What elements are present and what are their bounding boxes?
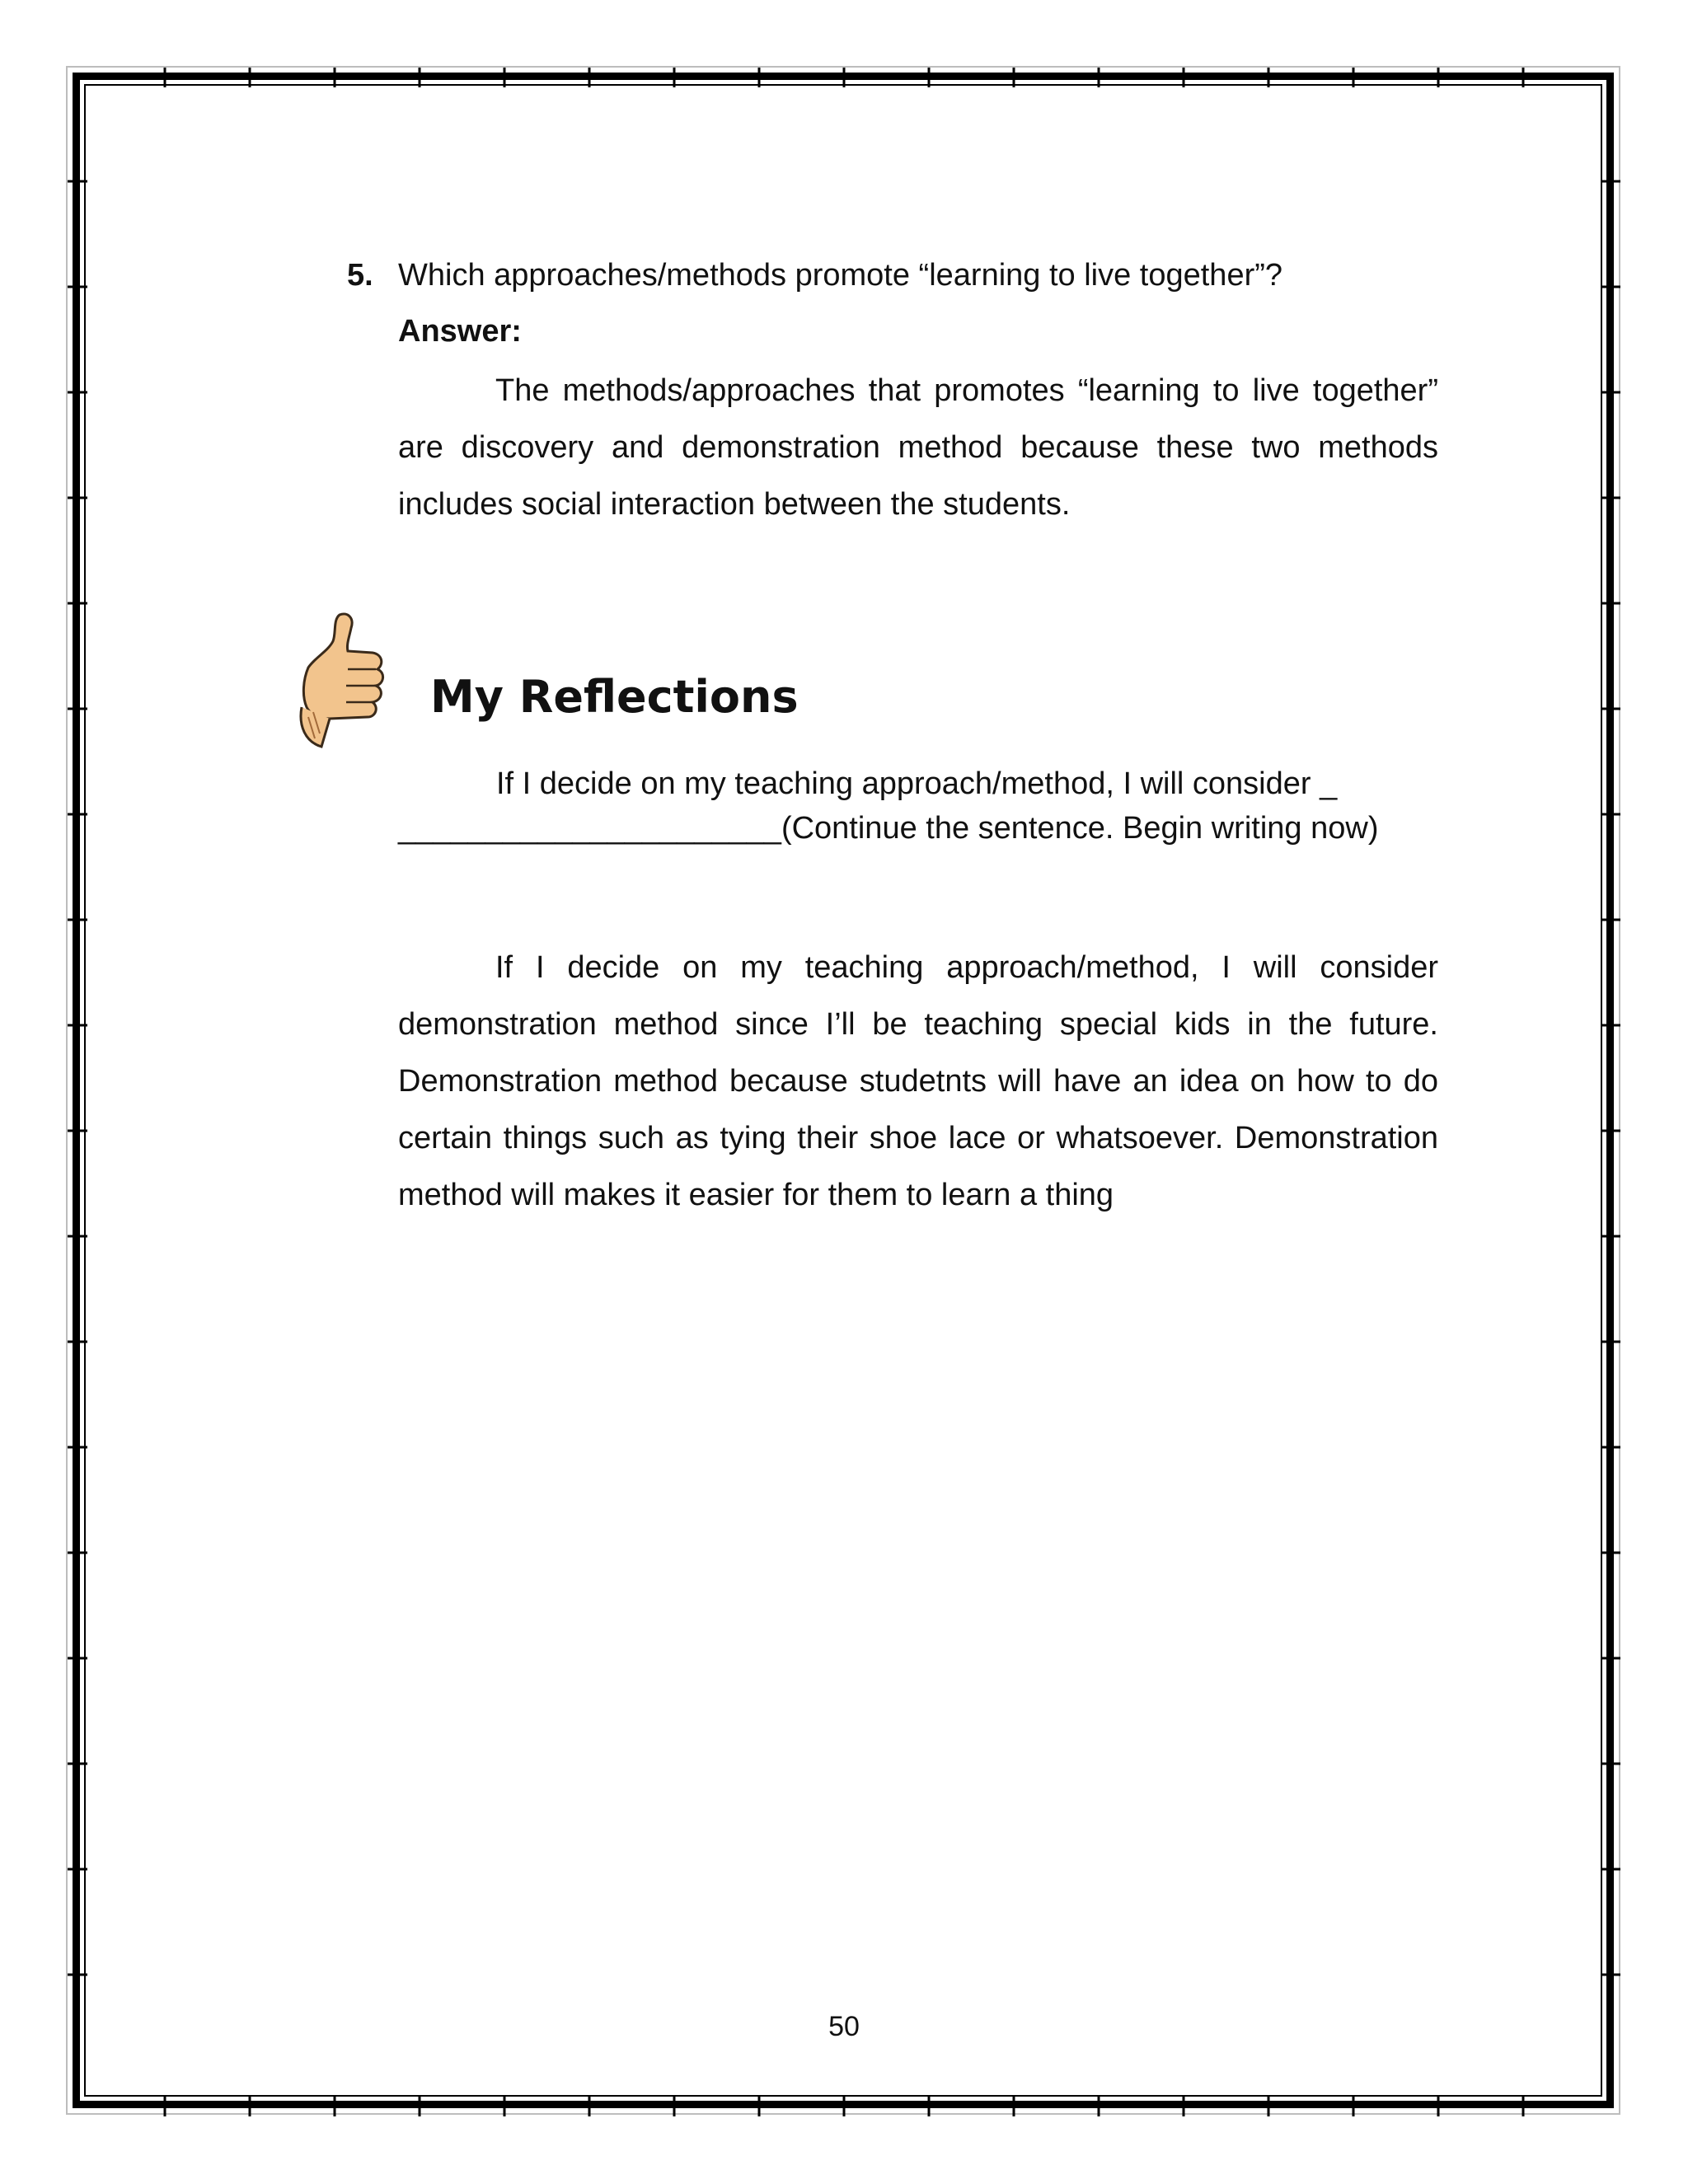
answer-text: The methods/approaches that promotes “learning to live together” are discovery and demonstration method because these two methods includes social interaction between the students.: [398, 373, 1438, 522]
reflection-prompt-line2: ______________________(Continue the sentence. Begin writing now): [398, 811, 1379, 846]
thumbs-up-icon: [297, 610, 396, 758]
reflections-title: My Reflections: [430, 671, 799, 723]
reflection-response-paragraph: [398, 940, 1438, 1224]
answer-label: Answer:: [398, 314, 522, 349]
reflection-prompt-line1: If I decide on my teaching approach/method, I will consider _: [496, 766, 1338, 801]
answer-paragraph: [398, 363, 1438, 533]
question-number: 5.: [347, 258, 373, 293]
question-text: Which approaches/methods promote “learning to live together”?: [398, 258, 1283, 293]
page-number: 50: [828, 2011, 860, 2042]
reflection-response: If I decide on my teaching approach/method, I will consider demonstration method since I’ll be teaching special kids in the future. Demonstration method because studetnts will have an idea on how to do certain things such as tying their shoe lace or whatsoever. Demonstration method will makes it easier for them to learn a thing: [398, 950, 1438, 1212]
